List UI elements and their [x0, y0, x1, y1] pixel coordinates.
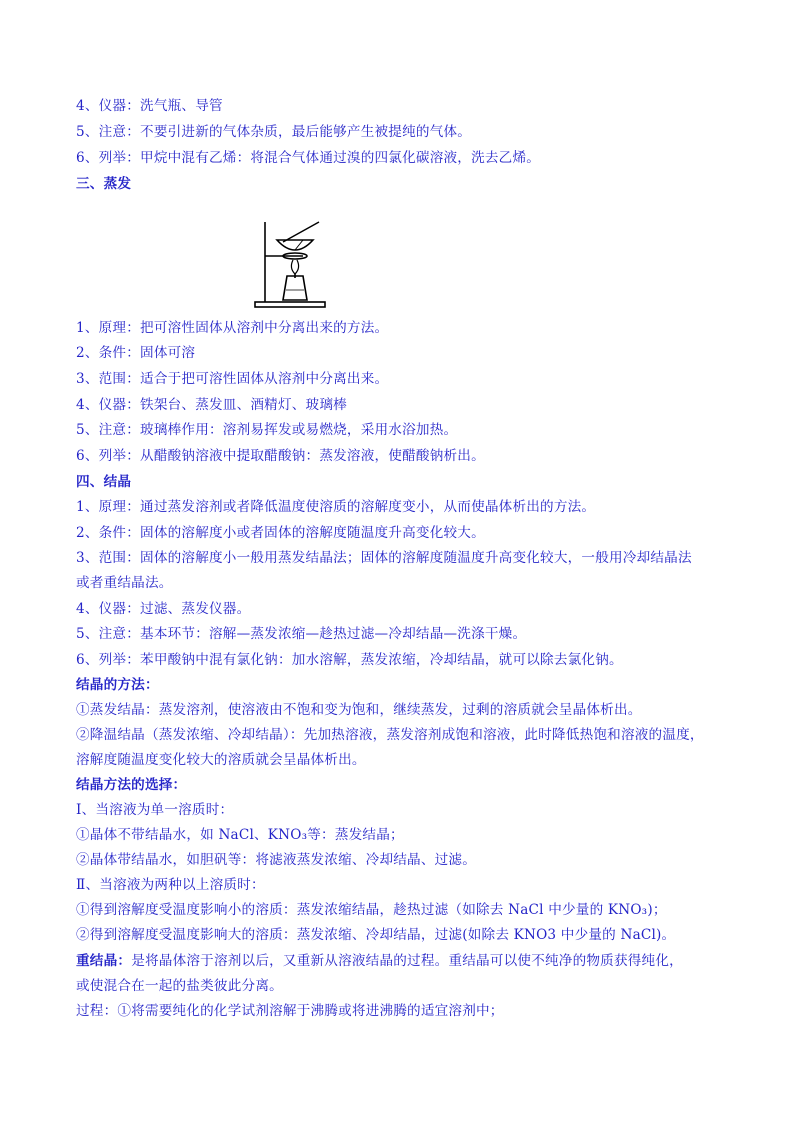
- text-line: 6、列举：甲烷中混有乙烯：将混合气体通过溴的四氯化碳溶液，洗去乙烯。: [76, 150, 541, 166]
- text-line: ①晶体不带结晶水，如 NaCl、KNO₃等：蒸发结晶；: [76, 827, 404, 843]
- evaporation-apparatus-figure: [247, 216, 331, 310]
- text-line: [76, 951, 683, 971]
- text-line: 1、原理：通过蒸发溶剂或者降低温度使溶质的溶解度变小，从而使晶体析出的方法。: [76, 499, 596, 515]
- text-line: 2、条件：固体的溶解度小或者固体的溶解度随温度升高变化较大。: [76, 525, 485, 541]
- text-line: 溶解度随温度变化较大的溶质就会呈晶体析出。: [76, 752, 366, 768]
- text-line: 5、注意：基本环节：溶解—蒸发浓缩—趁热过滤—冷却结晶—洗涤干燥。: [76, 626, 527, 642]
- text-line: ②晶体带结晶水，如胆矾等：将滤液蒸发浓缩、冷却结晶、过滤。: [76, 852, 477, 868]
- text-line: 5、注意：不要引进新的气体杂质，最后能够产生被提纯的气体。: [76, 124, 472, 140]
- text-line: 5、注意：玻璃棒作用：溶剂易挥发或易燃烧，采用水浴加热。: [76, 422, 458, 438]
- text-line: 3、范围：适合于把可溶性固体从溶剂中分离出来。: [76, 371, 389, 387]
- subheading: 结晶方法的选择：: [76, 777, 187, 793]
- section-heading: 四、结晶: [76, 474, 132, 490]
- section-heading: 三、蒸发: [76, 176, 132, 192]
- text-line: 过程：①将需要纯化的化学试剂溶解于沸腾或将进沸腾的适宜溶剂中；: [76, 1003, 504, 1019]
- text-line: ②得到溶解度受温度影响大的溶质：蒸发浓缩、冷却结晶，过滤(如除去 KNO3 中少量的 NaCl)。: [76, 927, 676, 943]
- text-line: 6、列举：苯甲酸钠中混有氯化钠：加水溶解，蒸发浓缩，冷却结晶，就可以除去氯化钠。: [76, 652, 623, 668]
- text-line: 4、仪器：过滤、蒸发仪器。: [76, 601, 251, 617]
- text-line: Ⅱ、当溶液为两种以上溶质时：: [76, 877, 265, 893]
- text-line: ②降温结晶（蒸发浓缩、冷却结晶）：先加热溶液，蒸发溶剂成饱和溶液，此时降低热饱和溶液的温度，: [76, 727, 704, 743]
- text-line: Ⅰ、当溶液为单一溶质时：: [76, 802, 234, 818]
- text-line: 6、列举：从醋酸钠溶液中提取醋酸钠：蒸发溶液，使醋酸钠析出。: [76, 448, 485, 464]
- text-line: 1、原理：把可溶性固体从溶剂中分离出来的方法。: [76, 320, 389, 336]
- term-recrystallization: 重结晶：: [76, 953, 132, 969]
- text-line: ①蒸发结晶：蒸发溶剂，使溶液由不饱和变为饱和，继续蒸发，过剩的溶质就会呈晶体析出。: [76, 702, 642, 718]
- text-line: 3、范围：固体的溶解度小一般用蒸发结晶法；固体的溶解度随温度升高变化较大，一般用冷却结晶法: [76, 550, 692, 566]
- subheading: 结晶的方法：: [76, 677, 159, 693]
- term-definition: 是将晶体溶于溶剂以后，又重新从溶液结晶的过程。重结晶可以使不纯净的物质获得纯化，: [131, 953, 683, 969]
- text-line: 2、条件：固体可溶: [76, 345, 196, 361]
- text-line: ①得到溶解度受温度影响小的溶质：蒸发浓缩结晶，趁热过滤（如除去 NaCl 中少量的 KNO₃)；: [76, 902, 667, 918]
- text-line: 或者重结晶法。: [76, 575, 173, 591]
- text-line: 4、仪器：铁架台、蒸发皿、酒精灯、玻璃棒: [76, 397, 347, 413]
- text-line: 或使混合在一起的盐类彼此分离。: [76, 978, 283, 994]
- text-line: 4、仪器：洗气瓶、导管: [76, 98, 223, 114]
